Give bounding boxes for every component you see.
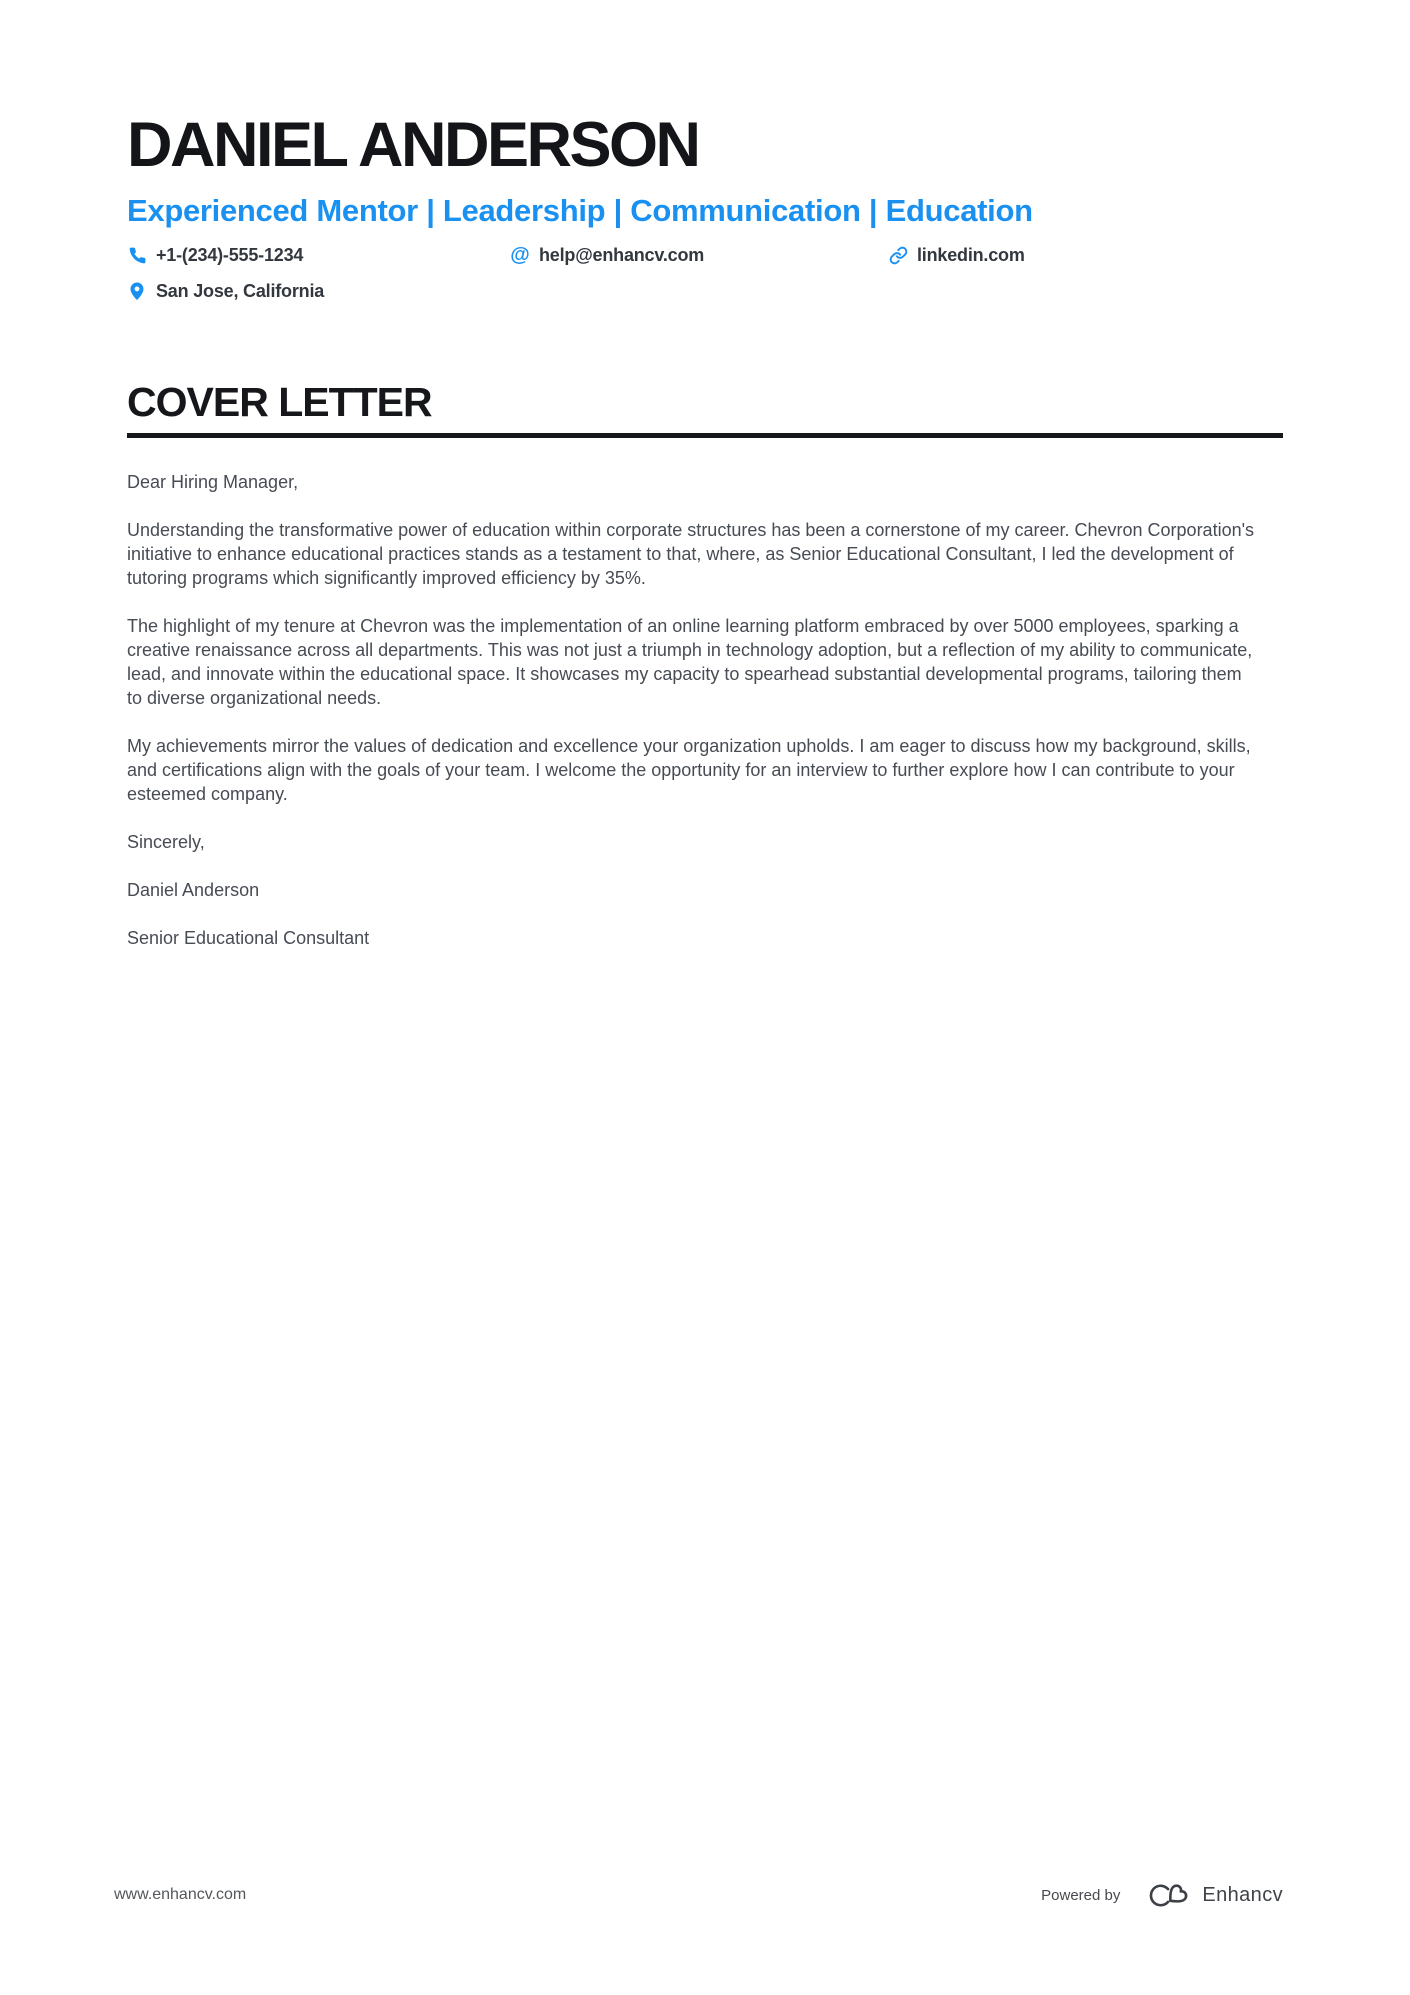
contact-link[interactable] [888,244,1025,266]
letter-salutation: Dear Hiring Manager, [127,472,299,492]
signature-title: Senior Educational Consultant [127,928,370,948]
enhancv-logo-icon [1147,1882,1193,1909]
letter-paragraph: Understanding the transformative power of education within corporate structures has been a cornerstone of my career. Chevron Corporation's initiative to enhance educational practices stands as a testament to that, where, as Senior Educational Consultant, I led the development of tutoring programs which significantly improved efficiency by 35%. [127,520,1255,588]
signature-name: Daniel Anderson [127,880,260,900]
page-content [0,0,1410,950]
letter-closing: Sincerely, [127,832,205,852]
footer-site-link[interactable]: www.enhancv.com [114,1886,247,1903]
contact-email[interactable] [510,244,888,266]
section-header [127,379,1283,438]
contact-phone[interactable] [127,244,510,266]
page-footer [0,1878,1410,1912]
person-name: DANIEL ANDERSON [127,110,699,180]
location-text: San Jose, California [156,280,325,301]
phone-number: +1-(234)-555-1234 [156,244,304,265]
section-title: COVER LETTER [127,379,432,425]
brand-name: Enhancv [1202,1883,1283,1906]
contact-row-location [127,279,1283,303]
link-icon [888,244,908,266]
phone-icon [127,244,147,266]
email-address: help@enhancv.com [539,244,705,265]
location-pin-icon [127,280,147,302]
letter-paragraph: My achievements mirror the values of dedication and excellence your organization upholds. I am eager to discuss how my background, skills, and certifications align with the goals of your team. I welcome the opportunity for an interview to further explore how I can contribute to your esteemed company. [127,736,1251,804]
letter-body [127,470,1283,950]
at-sign-icon: @ [510,244,530,266]
headline: Experienced Mentor | Leadership | Communication | Education [127,193,1033,228]
contact-location [127,280,510,302]
link-url: linkedin.com [917,244,1025,265]
powered-by-label: Powered by [1041,1886,1121,1904]
letter-paragraph: The highlight of my tenure at Chevron was the implementation of an online learning platform embraced by over 5000 employees, sparking a creative renaissance across all departments. This was not just a triumph in technology adoption, but a reflection of my ability to communicate, lead, and innovate within the educational space. It showcases my capacity to spearhead substantial developmental programs, tailoring them to diverse organizational needs. [127,616,1253,708]
powered-by-group [1041,1882,1283,1909]
contact-row [127,243,1283,267]
